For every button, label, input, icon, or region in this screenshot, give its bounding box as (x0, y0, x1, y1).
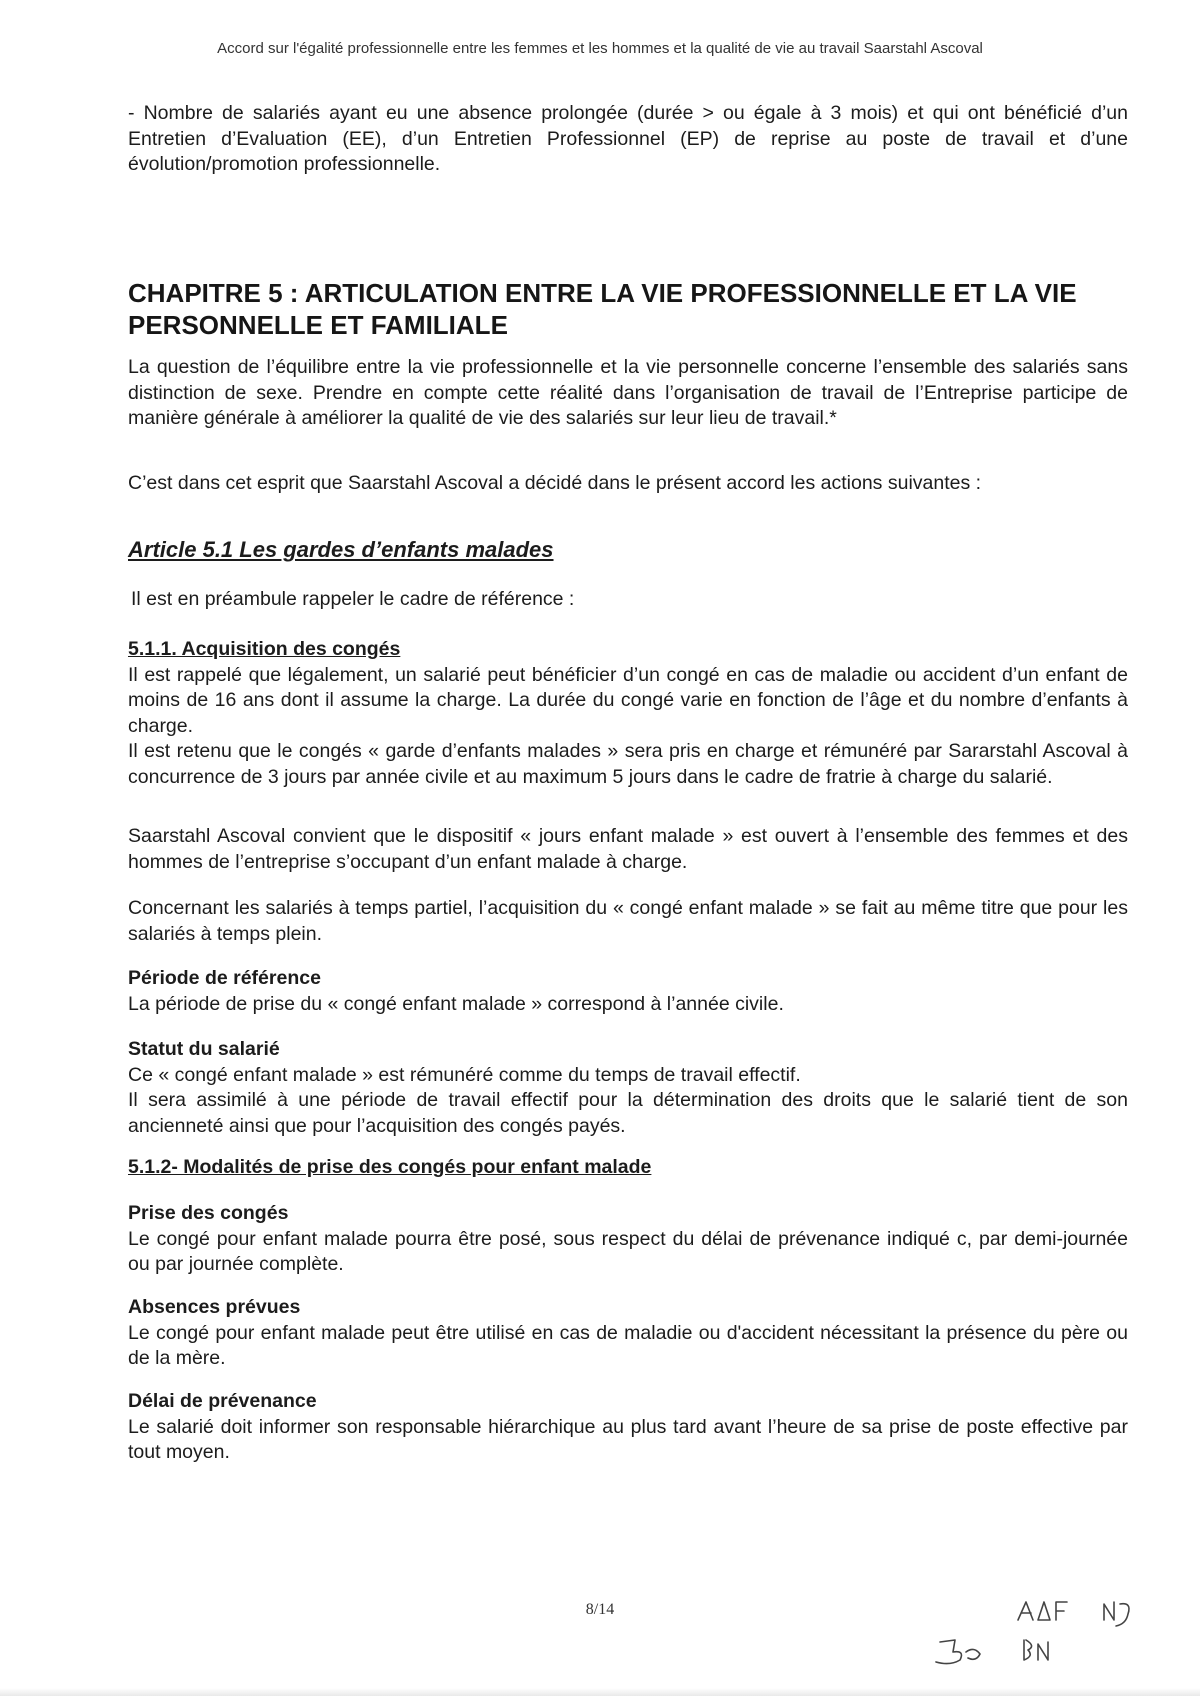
article-preamble-text: Il est en préambule rappeler le cadre de référence : (131, 588, 575, 610)
intro-bullet (128, 101, 1128, 178)
intro-bullet-text: - Nombre de salariés ayant eu une absence prolongée (durée > ou égale à 3 mois) et qui ont bénéficié d’un Entretien d’Evaluation (EE), d’un Entretien Professionnel (EP) de reprise au poste de travail et d’une évolution/promotion professionnelle. (128, 102, 1128, 175)
document-header: Accord sur l'égalité professionnelle entre les femmes et les hommes et la qualité de vie au travail Saarstahl Ascoval (217, 40, 983, 57)
section-5-1-1-para-4: Concernant les salariés à temps partiel, l’acquisition du « congé enfant malade » se fait au même titre que pour les salariés à temps plein. (128, 897, 1128, 945)
section-5-1-1-para-3: Saarstahl Ascoval convient que le dispositif « jours enfant malade » est ouvert à l’ensemble des femmes et des hommes de l’entreprise s’occupant d’un enfant malade à charge. (128, 825, 1128, 873)
article-heading (128, 537, 1128, 563)
planned-absences-block (128, 1295, 1128, 1372)
chapter-intro-paragraph (128, 355, 1128, 432)
section-5-1-1-title: 5.1.1. Acquisition des congés (128, 638, 401, 660)
leave-taking-label: Prise des congés (128, 1202, 289, 1224)
employee-status-text-2: Il sera assimilé à une période de travail effectif pour la détermination des droits que le salarié tient de son ancienneté ainsi que pour l’acquisition des congés payés. (128, 1089, 1128, 1137)
section-5-1-1-para-3-block (128, 824, 1128, 875)
employee-status-label: Statut du salarié (128, 1038, 280, 1060)
leave-taking-text: Le congé pour enfant malade pourra être posé, sous respect du délai de prévenance indiqué c, par demi-journée ou par journée complète. (128, 1227, 1128, 1275)
reference-period-label: Période de référence (128, 967, 321, 989)
chapter-heading (128, 277, 1128, 341)
chapter-para-2: C’est dans cet esprit que Saarstahl Ascoval a décidé dans le présent accord les actions suivantes : (128, 472, 982, 494)
reference-period-block (128, 966, 1128, 1017)
employee-status-text-1: Ce « congé enfant malade » est rémunéré comme du temps de travail effectif. (128, 1063, 801, 1086)
notice-period-block (128, 1389, 1128, 1466)
article-preamble (131, 587, 1131, 613)
handwritten-initials (930, 1590, 1180, 1680)
notice-period-label: Délai de prévenance (128, 1390, 317, 1412)
chapter-intro-paragraph-2 (128, 471, 1128, 497)
chapter-title: CHAPITRE 5 : ARTICULATION ENTRE LA VIE PROFESSIONNELLE ET LA VIE PERSONNELLE ET FAMILIALE (128, 278, 1077, 340)
planned-absences-label: Absences prévues (128, 1296, 301, 1318)
page-number: 8/14 (585, 1601, 615, 1618)
leave-taking-block (128, 1201, 1128, 1278)
section-5-1-1-para-2: Il est retenu que le congés « garde d’enfants malades » sera pris en charge et rémunéré par Sararstahl Ascoval à concurrence de 3 jours par année civile et au maximum 5 jours dans le cadre de fratrie à charge du salarié. (128, 740, 1128, 788)
section-5-1-1-para-1: Il est rappelé que légalement, un salarié peut bénéficier d’un congé en cas de maladie ou accident d’un enfant de moins de 16 ans dont il assume la charge. La durée du congé varie en fonction de l’âge et du nombre d’enfants à charge. (128, 663, 1128, 737)
page-bottom-edge (0, 1688, 1200, 1696)
section-5-1-2-heading (128, 1155, 1128, 1181)
reference-period-text: La période de prise du « congé enfant malade » correspond à l’année civile. (128, 992, 784, 1015)
chapter-para-1: La question de l’équilibre entre la vie professionnelle et la vie personnelle concerne l’ensemble des salariés sans distinction de sexe. Prendre en compte cette réalité dans l’organisation de travail de l’Entreprise participe de manière générale à améliorer la qualité de vie des salariés sur leur lieu de travail.* (128, 356, 1128, 429)
planned-absences-text: Le congé pour enfant malade peut être utilisé en cas de maladie ou d'accident nécessitant la présence du père ou de la mère. (128, 1321, 1128, 1369)
section-5-1-1-para-4-block (128, 896, 1128, 947)
article-title: Article 5.1 Les gardes d’enfants malades (128, 537, 554, 562)
section-5-1-2-title: 5.1.2- Modalités de prise des congés pour enfant malade (128, 1156, 652, 1178)
notice-period-text: Le salarié doit informer son responsable hiérarchique au plus tard avant l’heure de sa prise de poste effective par tout moyen. (128, 1415, 1128, 1463)
section-5-1-1 (128, 637, 1128, 790)
employee-status-block (128, 1037, 1128, 1139)
